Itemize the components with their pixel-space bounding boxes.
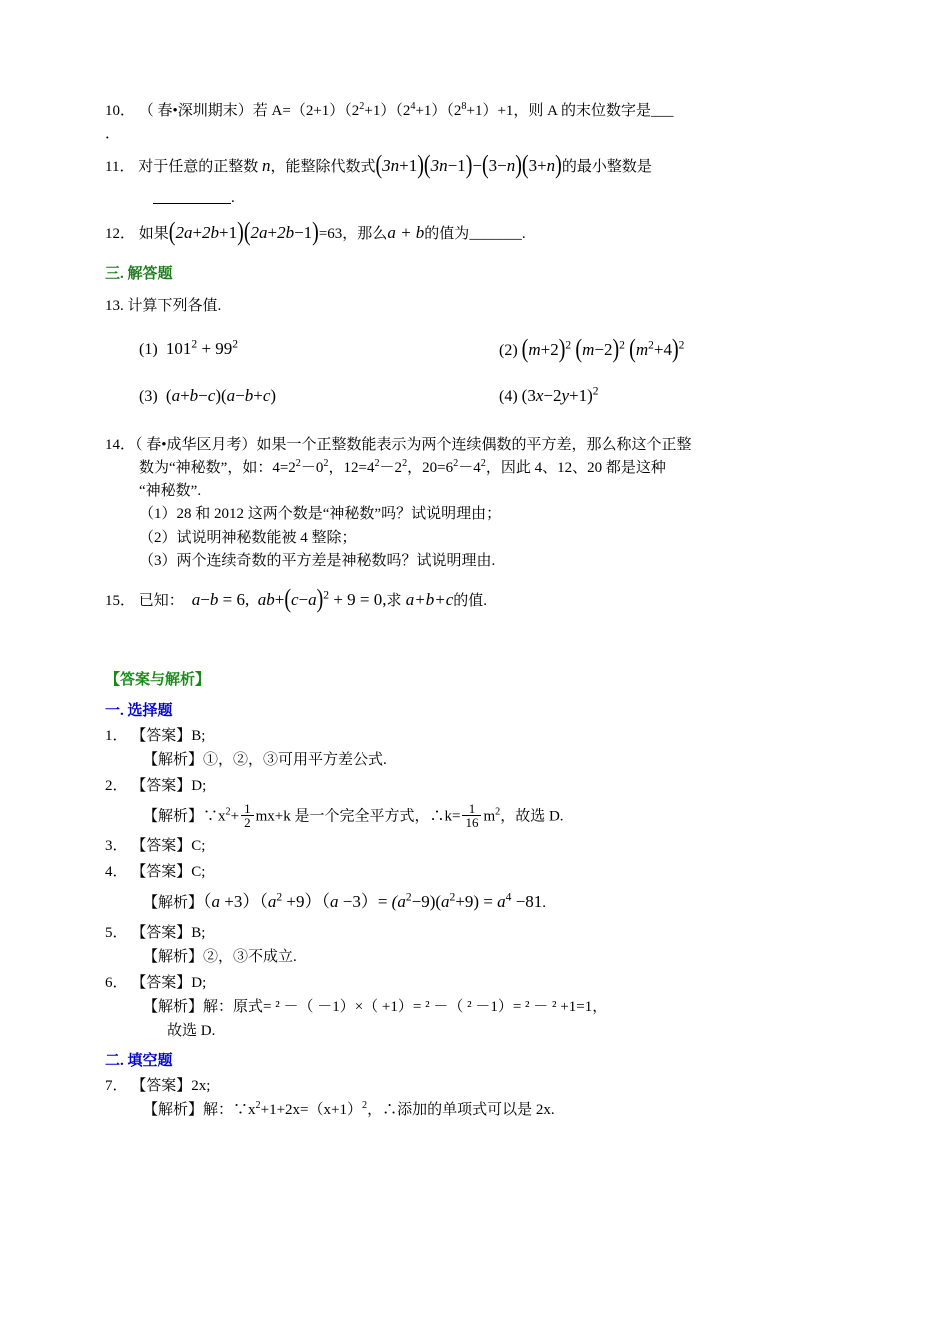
question-10-blank: ___ bbox=[650, 103, 674, 119]
question-10: 10． （ 春•深圳期末）若 $A=(2+1)(2^2+1)(2^4+1)(2^8+1)+1$，则 A 的末位数字是___ ． bbox=[105, 100, 870, 147]
answer-5-explain-text: ②，③不成立. bbox=[203, 949, 297, 965]
question-13-item-3 bbox=[139, 386, 409, 406]
question-11-lead: 对于任意的正整数 bbox=[138, 158, 259, 175]
answer-6-explain bbox=[143, 995, 870, 1019]
question-14-source: （ 春•成华区月考） bbox=[135, 436, 257, 453]
answer-1-label: 【答案】 bbox=[131, 727, 192, 744]
q14-l2c: ，12=4 bbox=[328, 459, 375, 476]
question-12-blank: _______. bbox=[469, 226, 526, 243]
q14-l2g: ，因此 4、12、20 都是这种 bbox=[485, 459, 666, 476]
answers-section-2: 二. 填空题 bbox=[105, 1053, 173, 1069]
question-13-item-4-label: (4) bbox=[499, 387, 518, 405]
answer-1-number: 1． bbox=[105, 727, 128, 744]
question-11-variable: n bbox=[261, 155, 271, 175]
answer-5-explain-label: 【解析】 bbox=[143, 949, 204, 965]
answer-5-label: 【答案】 bbox=[131, 925, 192, 941]
question-13-number: 13. bbox=[105, 298, 124, 315]
answer-3-value: C; bbox=[191, 837, 206, 854]
answer-4-value: C; bbox=[191, 863, 206, 880]
question-13-item-4-expression: $(3x-2y+1)^2$ bbox=[521, 384, 599, 405]
question-14-sub-1: （1）28 和 2012 这两个数是“神秘数”吗？试说明理由； bbox=[139, 506, 502, 523]
answer-4-label: 【答案】 bbox=[131, 863, 192, 880]
question-13-item-4 bbox=[499, 386, 599, 406]
answer-2-plus: + bbox=[230, 808, 240, 825]
answer-item-7 bbox=[105, 1074, 870, 1122]
question-10-number: 10． bbox=[105, 103, 136, 119]
question-12-lead: 如果 bbox=[138, 226, 169, 243]
answer-4-explain-label: 【解析】 bbox=[143, 894, 204, 911]
answer-7-value: 2x; bbox=[191, 1078, 211, 1094]
answer-7-explain-mid: +1+2x=（x+1） bbox=[260, 1102, 362, 1118]
answer-7-sup-2: 2 bbox=[361, 1100, 368, 1111]
answer-6-label: 【答案】 bbox=[131, 975, 192, 991]
q14-l2e: ，20=6 bbox=[407, 459, 454, 476]
answer-item-4 bbox=[105, 860, 870, 915]
question-15-number: 15． bbox=[105, 593, 136, 610]
answer-2-label: 【答案】 bbox=[131, 777, 192, 794]
question-14-line1: 如果一个正整数能表示为两个连续偶数的平方差，那么称这个正整 bbox=[256, 436, 692, 453]
question-15 bbox=[105, 584, 870, 614]
question-15-tail: 的值. bbox=[453, 593, 488, 610]
answer-item-3 bbox=[105, 834, 870, 858]
question-11-blank: . bbox=[153, 187, 870, 210]
question-11 bbox=[105, 150, 870, 211]
answer-1-value: B; bbox=[191, 727, 206, 744]
q14-l2f: －4 bbox=[458, 459, 481, 476]
question-14-line2: 数为“神秘数”，如：$4=2^2-0^2$，$12=4^2-2^2$，$20=6^2-4^2$，因此 4、12、20 都是这种 bbox=[139, 457, 666, 476]
answer-6-number: 6． bbox=[105, 975, 128, 991]
answers-section-1: 一. 选择题 bbox=[105, 702, 173, 719]
question-15-lead: 已知： bbox=[138, 593, 184, 610]
answer-7-label: 【答案】 bbox=[131, 1078, 192, 1094]
frac2-denominator: 16 bbox=[462, 815, 481, 830]
q14-l2d: －2 bbox=[379, 459, 403, 476]
answer-6-value: D; bbox=[191, 975, 207, 991]
q14-l2a: 数为“神秘数”，如：4=2 bbox=[139, 459, 296, 476]
answer-item-1 bbox=[105, 724, 870, 772]
question-14-line3: “神秘数”. bbox=[139, 483, 202, 500]
answer-7-explain-label: 【解析】 bbox=[143, 1102, 204, 1118]
question-12-tail: 的值为 bbox=[424, 226, 470, 243]
question-13-item-1-label: (1) bbox=[139, 340, 158, 358]
frac1-numerator: 1 bbox=[244, 800, 251, 816]
answer-2-mid2: mx+k 是一个完全平方式，∴k= bbox=[255, 808, 461, 825]
question-10-period: ． bbox=[105, 126, 121, 143]
answer-7-explain-tail: ，∴添加的单项式可以是 2x. bbox=[367, 1102, 555, 1118]
answer-item-6 bbox=[105, 971, 870, 1043]
question-11-tail: 的最小整数是 bbox=[561, 158, 652, 175]
answer-2-value: D; bbox=[191, 777, 207, 794]
question-12-variable: a + b bbox=[387, 223, 425, 243]
question-12-mid: =63，那么 bbox=[318, 226, 388, 243]
fraction-one-sixteenth bbox=[462, 802, 481, 830]
question-10-source: （ 春•深圳期末） bbox=[138, 103, 253, 119]
answer-2-end: ，故选 D. bbox=[500, 808, 564, 825]
frac1-denominator: 2 bbox=[241, 815, 254, 830]
answer-7-number: 7． bbox=[105, 1078, 128, 1094]
answer-2-sup: 2 bbox=[225, 806, 231, 818]
q14-l2b: －0 bbox=[300, 459, 324, 476]
answer-item-5 bbox=[105, 921, 870, 969]
answer-7-sup-1: 2 bbox=[255, 1100, 261, 1111]
answer-4-explain: 【解析】$(a +3)(a^2 +9)(a -3)= (a^2-9)(a^2+9) = a^4 -81$. bbox=[143, 890, 547, 911]
answer-4-explain-expression: $(a +3)(a^2 +9)(a -3)= (a^2-9)(a^2+9) = a^4 -81$ bbox=[203, 890, 543, 911]
question-14-number: 14． bbox=[105, 436, 136, 453]
question-11-expression: (3n+1)(3n−1)−(3−n)(3+n) bbox=[375, 150, 562, 179]
question-11-mid: ，能整除代数式 bbox=[270, 158, 376, 175]
answer-5-value: B; bbox=[191, 925, 206, 941]
answer-1-explain bbox=[143, 748, 870, 772]
question-11-number: 11． bbox=[105, 158, 135, 175]
question-14 bbox=[105, 434, 870, 574]
question-13-item-1 bbox=[139, 339, 409, 360]
answers-title: 【答案与解析】 bbox=[105, 671, 211, 688]
question-14-sub-3: （3）两个连续奇数的平方差是神秘数吗？试说明理由. bbox=[139, 552, 496, 569]
answer-1-explain-text: ①，②，③可用平方差公式. bbox=[203, 751, 387, 768]
section-heading-three: 三. 解答题 bbox=[105, 266, 173, 283]
answer-2-number: 2． bbox=[105, 777, 128, 794]
answer-5-number: 5． bbox=[105, 925, 128, 941]
question-13-item-2-expression: $(m+2)^2$ $(m-2)^2$ $(m^2+4)^2$ bbox=[521, 334, 685, 363]
answer-4-number: 4． bbox=[105, 863, 128, 880]
question-12 bbox=[105, 217, 870, 247]
fraction-one-half bbox=[241, 802, 254, 830]
question-13-item-1-expression: $101^2 + 99^2$ bbox=[161, 337, 239, 358]
answer-2-tail-sup: 2 bbox=[495, 806, 501, 818]
answer-item-2 bbox=[105, 774, 870, 830]
question-12-expression: (2a+2b+1)(2a+2b−1) bbox=[168, 217, 319, 247]
answer-2-explain-label: 【解析】 bbox=[143, 808, 204, 825]
question-13-row-2 bbox=[139, 386, 870, 406]
question-13-item-2-label: (2) bbox=[499, 341, 518, 359]
question-13-row-1 bbox=[139, 334, 870, 363]
question-13-item-3-label: (3) bbox=[139, 387, 158, 405]
answer-5-explain bbox=[143, 945, 870, 969]
question-15-mid: 求 bbox=[386, 593, 402, 610]
answer-3-number: 3． bbox=[105, 837, 128, 854]
question-12-number: 12． bbox=[105, 226, 136, 243]
question-13-item-2 bbox=[499, 334, 685, 363]
answer-2-tail: m bbox=[483, 808, 496, 825]
answer-2-explain-pre: ∵x bbox=[203, 808, 226, 825]
question-15-expression: a−b = 6, $ab+(c-a)^2 + 9 = 0$, bbox=[191, 584, 387, 614]
question-13-stem: 计算下列各值. bbox=[127, 298, 222, 315]
answer-3-label: 【答案】 bbox=[131, 837, 192, 854]
answer-6-explain-text: 解：原式= ² －（ －1）×（ +1）= ² －（ ² －1）= ² － ² +1=1， bbox=[203, 999, 608, 1015]
frac2-numerator: 1 bbox=[468, 800, 476, 816]
question-13-item-3-expression: (a+b−c)(a−b+c) bbox=[161, 385, 277, 405]
question-13 bbox=[105, 295, 870, 318]
answer-6-explain-line2: 故选 D. bbox=[167, 1023, 216, 1039]
question-14-sub-2: （2）试说明神秘数能被 4 整除； bbox=[139, 529, 357, 546]
answer-6-explain-label: 【解析】 bbox=[143, 999, 204, 1015]
answer-2-explain bbox=[143, 802, 870, 830]
answer-7-explain bbox=[143, 1098, 870, 1122]
answer-1-explain-label: 【解析】 bbox=[143, 751, 204, 768]
answer-7-explain-pre: 解：∵x bbox=[203, 1102, 256, 1118]
question-15-expression-2: a+b+c bbox=[401, 590, 454, 610]
